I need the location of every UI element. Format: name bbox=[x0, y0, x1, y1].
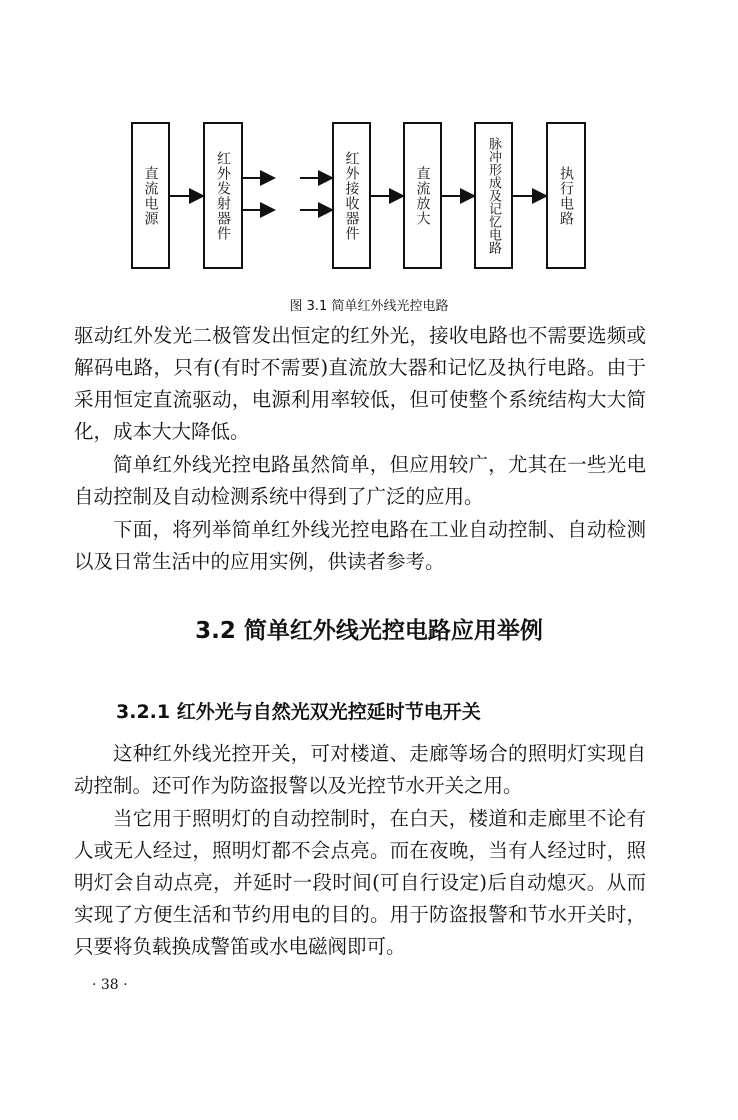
figure-caption: 图 3.1 简单红外线光控电路 bbox=[289, 299, 449, 314]
subsection-title: 3.2.1 红外光与自然光双光控延时节电开关 bbox=[116, 701, 481, 723]
page-number: · 38 · bbox=[92, 977, 128, 993]
paragraph-2: 简单红外线光控电路虽然简单，但应用较广，尤其在一些光电自动控制及自动检测系统中得到了广泛的应用。 bbox=[74, 453, 646, 508]
block-label: 红外接收器件 bbox=[343, 150, 360, 241]
paragraph-1: 驱动红外发光二极管发出恒定的红外光，接收电路也不需要选频或解码电路，只有(有时不需要)直流放大器和记忆及执行电路。由于采用恒定直流驱动，电源利用率较低，但可使整个系统结构大大简化，成本大大降低。 bbox=[74, 324, 646, 443]
section-paragraph-2: 当它用于照明灯的自动控制时，在白天，楼道和走廊里不论有人或无人经过，照明灯都不会点亮。而在夜晚，当有人经过时，照明灯会自动点亮，并延时一段时间(可自行设定)后自动熄灭。从而实现了方便生活和节约用电的目的。用于防盗报警和节水开关时，只要将负载换成警笛或水电磁阀即可。 bbox=[74, 807, 646, 958]
section-title: 3.2 简单红外线光控电路应用举例 bbox=[195, 618, 543, 644]
block-actuator bbox=[546, 122, 586, 269]
block-pulse-memory bbox=[474, 122, 513, 269]
section-paragraph-1: 这种红外线光控开关，可对楼道、走廊等场合的照明灯实现自动控制。还可作为防盗报警以及光控节水开关之用。 bbox=[74, 742, 646, 797]
block-label: 脉冲形成及记忆电路 bbox=[486, 137, 501, 254]
paragraph-3: 下面，将列举简单红外线光控电路在工业自动控制、自动检测以及日常生活中的应用实例，供读者参考。 bbox=[74, 518, 646, 573]
block-ir-emitter bbox=[203, 122, 243, 269]
block-dc-power bbox=[131, 122, 170, 269]
block-ir-receiver bbox=[332, 122, 371, 269]
block-dc-amp bbox=[403, 122, 442, 269]
block-label: 红外发射器件 bbox=[215, 150, 231, 241]
block-diagram bbox=[0, 0, 738, 314]
block-label: 执行电路 bbox=[558, 165, 574, 226]
block-label: 直流电源 bbox=[142, 165, 159, 226]
block-label: 直流放大 bbox=[414, 165, 431, 226]
